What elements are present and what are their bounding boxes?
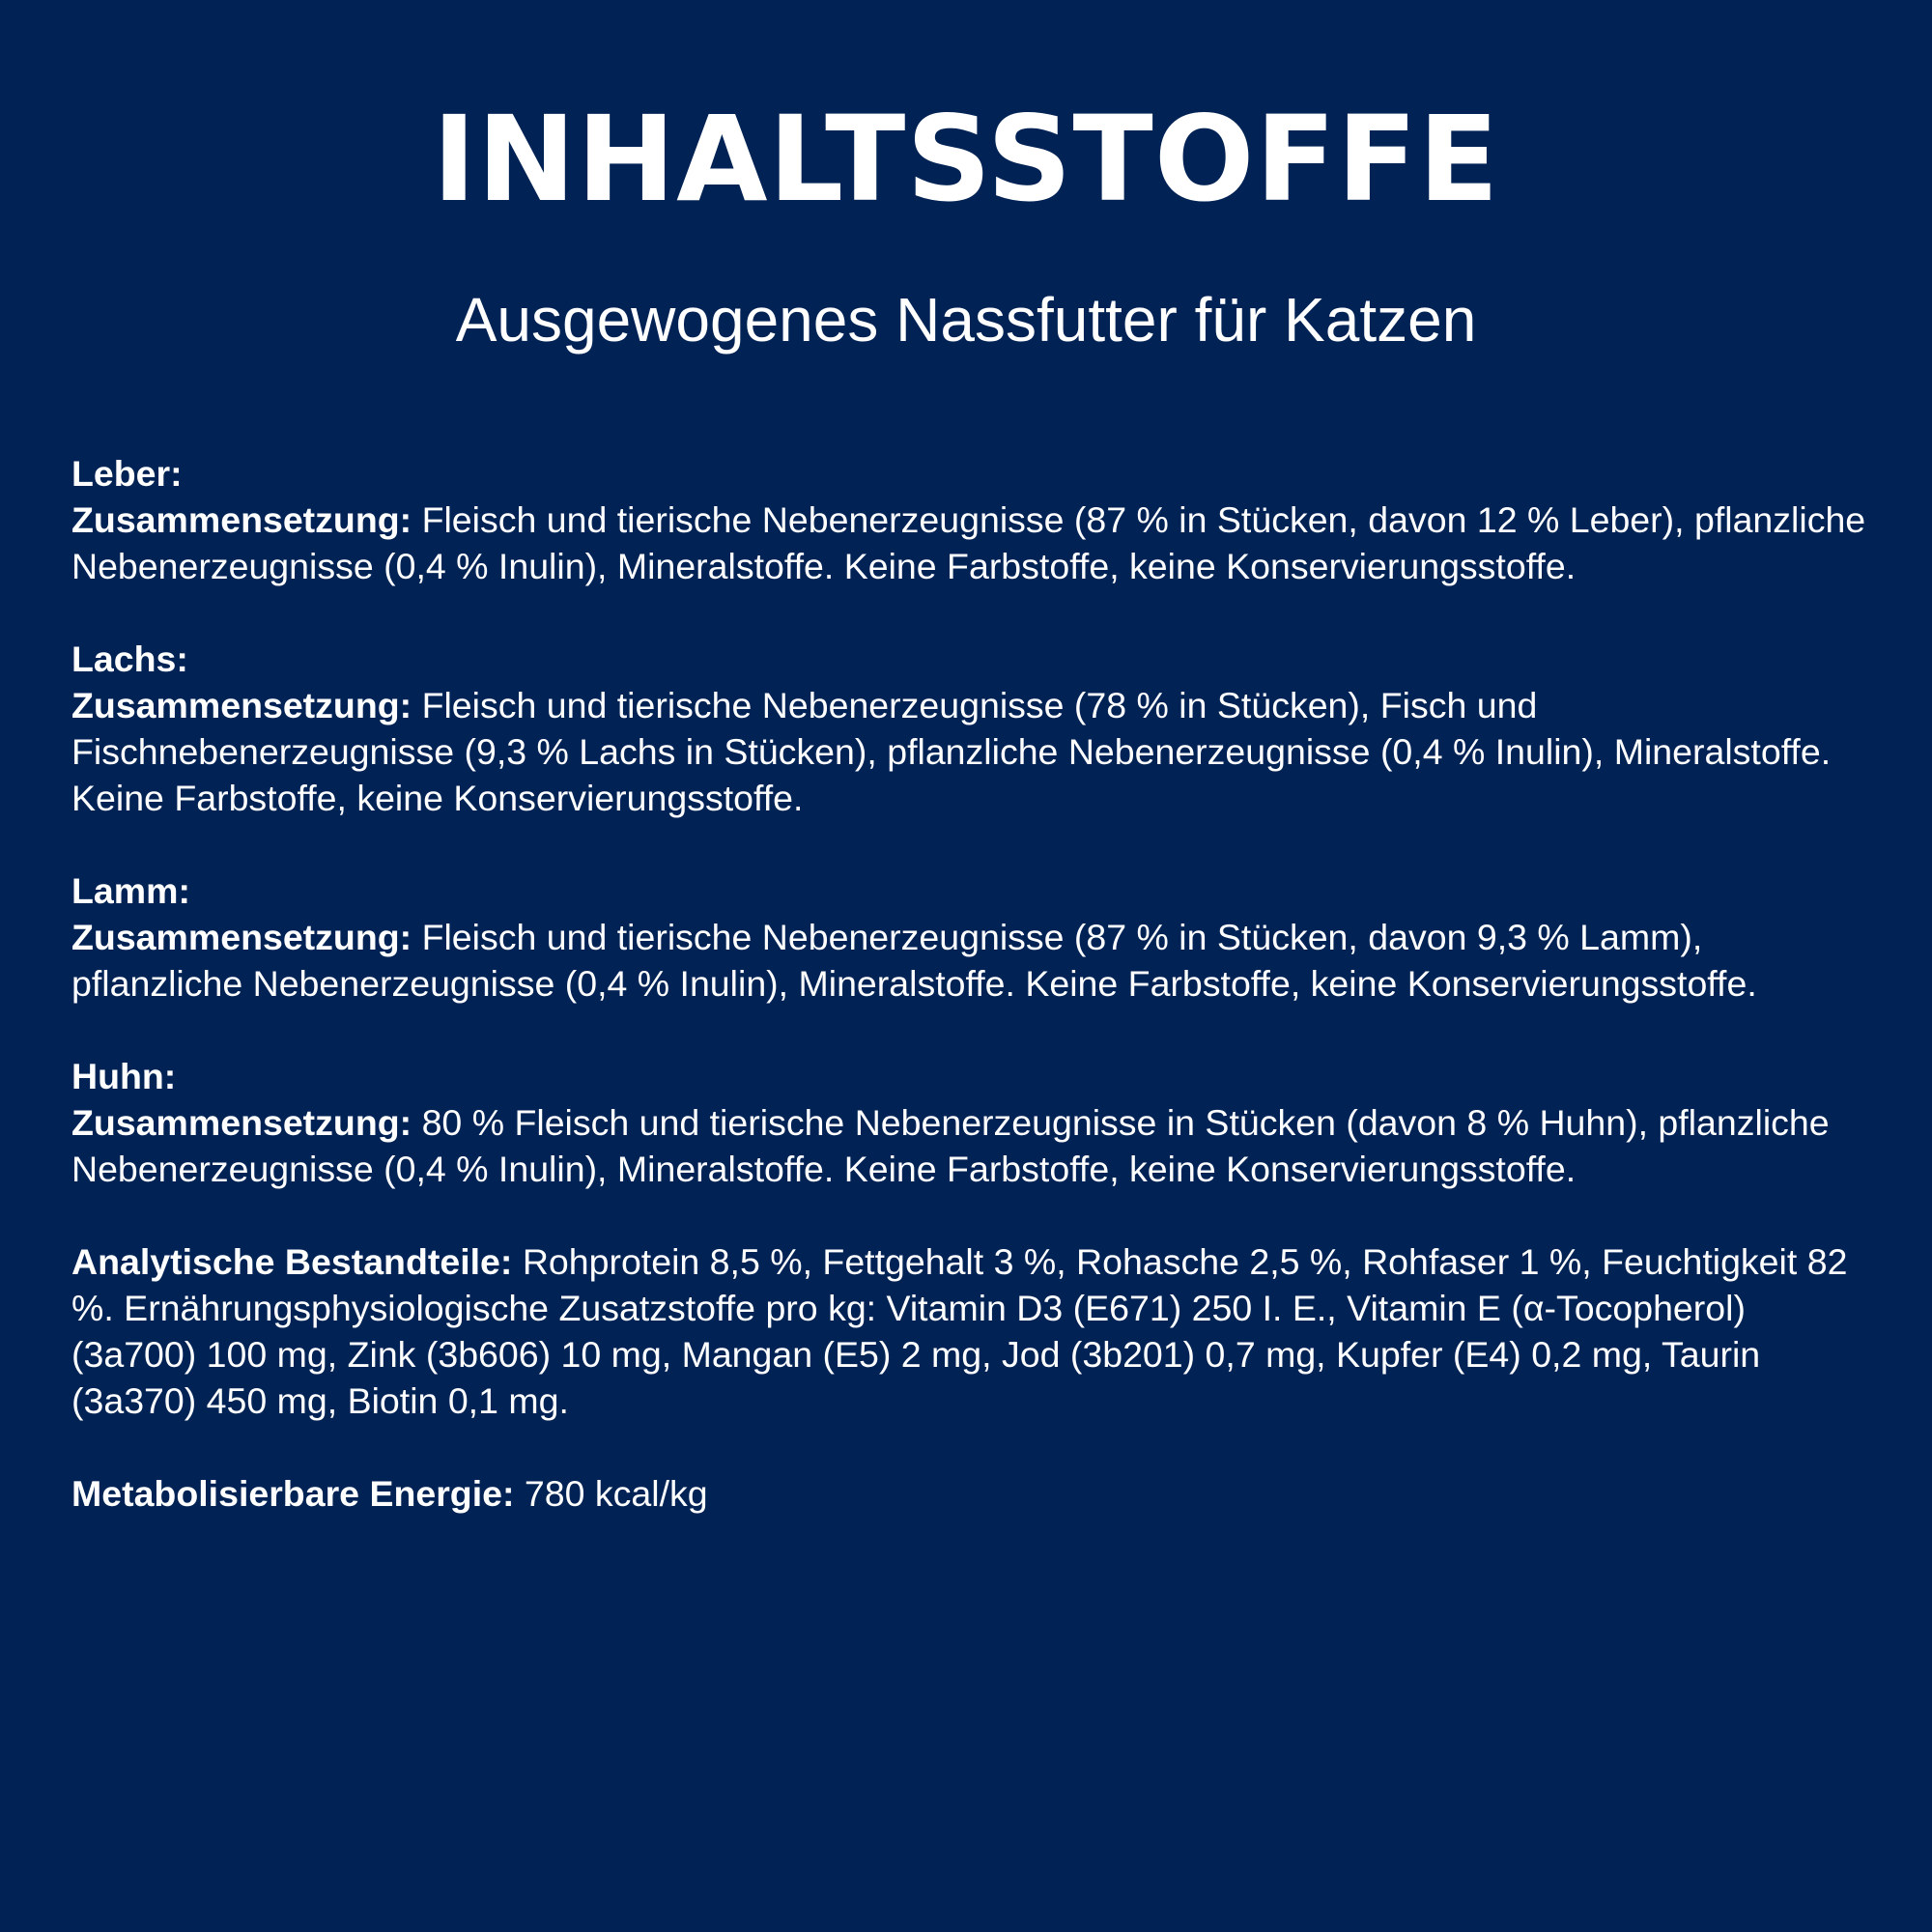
composition-text: Fleisch und tierische Nebenerzeugnisse (87 % in Stücken, davon 9,3 % Lamm), pflanzliche Nebenerzeugnisse (0,4 % Inulin), Mineralstoffe. Keine Farbstoffe, keine Konservierungsstoffe. — [71, 917, 1757, 1004]
composition-label: Zusammensetzung: — [71, 499, 412, 540]
page-title: INHALTSSTOFFE — [432, 91, 1500, 228]
section-huhn — [71, 1053, 1868, 1192]
composition-text: Fleisch und tierische Nebenerzeugnisse (87 % in Stücken, davon 12 % Leber), pflanzliche Nebenerzeugnisse (0,4 % Inulin), Mineralstoffe. Keine Farbstoffe, keine Konservierungsstoffe. — [71, 499, 1866, 586]
section-heading: Lachs: — [71, 639, 188, 679]
section-heading: Huhn: — [71, 1056, 177, 1096]
section-heading: Leber: — [71, 453, 183, 494]
section-lachs — [71, 636, 1868, 821]
composition-label: Zusammensetzung: — [71, 1102, 412, 1143]
section-lamm — [71, 867, 1868, 1007]
page-subtitle: Ausgewogenes Nassfutter für Katzen — [455, 285, 1477, 355]
ingredients-content — [71, 450, 1868, 1563]
section-leber — [71, 450, 1868, 589]
section-heading: Lamm: — [71, 870, 190, 911]
composition-label: Zusammensetzung: — [71, 917, 412, 957]
section-energy — [71, 1470, 1868, 1517]
composition-label: Zusammensetzung: — [71, 685, 412, 725]
section-analytics — [71, 1238, 1868, 1424]
energy-text: 780 kcal/kg — [524, 1473, 708, 1514]
energy-label: Metabolisierbare Energie: — [71, 1473, 515, 1514]
analytics-text: Rohprotein 8,5 %, Fettgehalt 3 %, Rohasche 2,5 %, Rohfaser 1 %, Feuchtigkeit 82 %. Ernährungsphysiologische Zusatzstoffe pro kg: Vitamin D3 (E671) 250 I. E., Vitamin E (α-Tocopherol) (3a700) 100 mg, Zink (3b606) 10 mg, Mangan (E5) 2 mg, Jod (3b201) 0,7 mg, Kupfer (E4) 0,2 mg, Taurin (3a370) 450 mg, Biotin 0,1 mg. — [71, 1241, 1848, 1421]
composition-text: Fleisch und tierische Nebenerzeugnisse (78 % in Stücken), Fisch und Fischnebenerzeugnisse (9,3 % Lachs in Stücken), pflanzliche Nebenerzeugnisse (0,4 % Inulin), Mineralstoffe. Keine Farbstoffe, keine Konservierungsstoffe. — [71, 685, 1832, 818]
analytics-label: Analytische Bestandteile: — [71, 1241, 513, 1282]
composition-text: 80 % Fleisch und tierische Nebenerzeugnisse in Stücken (davon 8 % Huhn), pflanzliche Nebenerzeugnisse (0,4 % Inulin), Mineralstoffe. Keine Farbstoffe, keine Konservierungsstoffe. — [71, 1102, 1830, 1189]
